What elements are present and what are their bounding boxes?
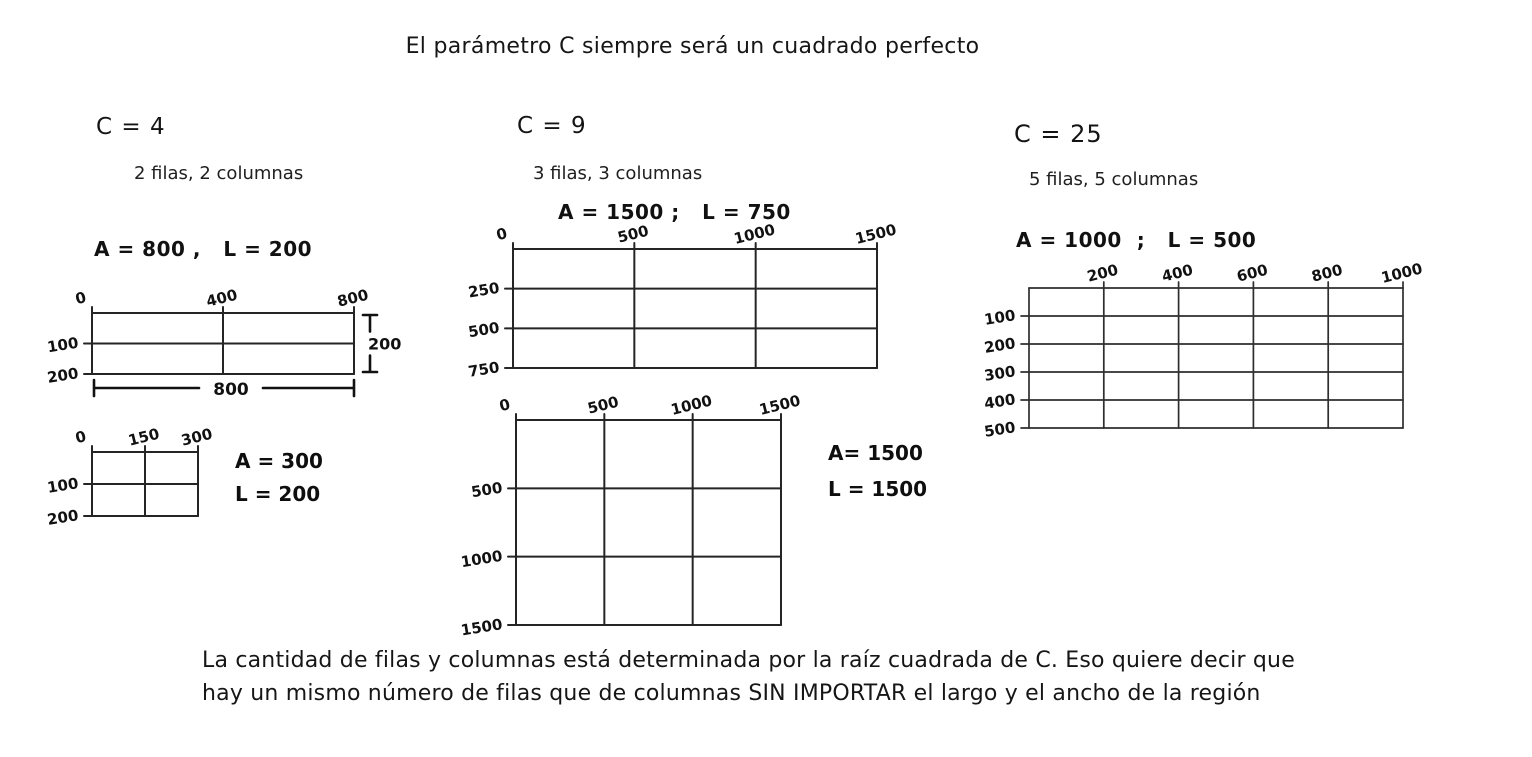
top-axis-label: 200 xyxy=(1085,260,1120,286)
top-axis-label: 0 xyxy=(497,395,513,416)
top-axis-label: 500 xyxy=(585,392,621,418)
left-axis-label: 1500 xyxy=(459,615,504,640)
left-axis-label: 200 xyxy=(45,364,80,387)
left-axis-label: 500 xyxy=(469,478,504,502)
left-axis-label: 1000 xyxy=(459,546,504,572)
page-title: El parámetro C siempre será un cuadrado perfecto xyxy=(405,34,980,59)
top-axis-label: 1000 xyxy=(732,220,777,248)
top-axis-label: 400 xyxy=(1160,260,1195,286)
left-axis-label: 100 xyxy=(45,333,80,357)
left-axis-label: 300 xyxy=(982,362,1017,385)
top-axis-label: 800 xyxy=(335,285,371,311)
top-axis-label: 1000 xyxy=(1379,259,1425,287)
section-c4-layout: 2 filas, 2 columnas xyxy=(134,163,304,184)
left-axis-label: 400 xyxy=(982,390,1017,413)
top-axis-label: 300 xyxy=(179,424,215,450)
grid-side-label: A = 300 xyxy=(235,449,323,473)
section-c4-title: C = 4 xyxy=(96,114,166,140)
vdim-label: 200 xyxy=(368,334,402,354)
section-c25-title: C = 25 xyxy=(1014,120,1103,148)
left-axis-label: 100 xyxy=(982,306,1017,329)
top-axis-label: 400 xyxy=(204,285,240,311)
section-c4-params: A = 800 , L = 200 xyxy=(94,237,313,261)
top-axis-label: 1000 xyxy=(669,391,714,419)
top-axis-label: 800 xyxy=(1309,260,1345,286)
grid-side-label: L = 1500 xyxy=(828,477,928,501)
left-axis-label: 500 xyxy=(466,318,501,342)
top-axis-label: 1500 xyxy=(757,391,803,419)
left-axis-label: 200 xyxy=(982,334,1017,357)
top-axis-label: 0 xyxy=(494,224,510,245)
top-axis-label: 1500 xyxy=(853,220,899,248)
footer-text-line2: hay un mismo número de filas que de columnas SIN IMPORTAR el largo y el ancho de la región xyxy=(202,681,1261,706)
left-axis-label: 250 xyxy=(466,278,501,302)
section-c25-layout: 5 filas, 5 columnas xyxy=(1029,169,1199,190)
hdim-label: 800 xyxy=(213,380,249,400)
grid-c25-main xyxy=(983,259,1424,440)
grid-c9-square xyxy=(460,391,928,639)
top-axis-label: 0 xyxy=(73,288,89,309)
grid-c9-main xyxy=(467,220,898,380)
grid-side-label: A= 1500 xyxy=(828,441,923,465)
footer-text-line1: La cantidad de filas y columnas está determinada por la raíz cuadrada de C. Eso quiere decir que xyxy=(202,648,1295,673)
section-c9-title: C = 9 xyxy=(517,113,587,139)
grid-side-label: L = 200 xyxy=(235,482,321,506)
left-axis-label: 500 xyxy=(982,418,1017,441)
section-c25-params: A = 1000 ; L = 500 xyxy=(1016,228,1257,252)
top-axis-label: 500 xyxy=(615,221,651,247)
grid-c4-small xyxy=(46,425,323,529)
section-c9-params: A = 1500 ; L = 750 xyxy=(558,200,791,224)
left-axis-label: 100 xyxy=(45,474,80,497)
left-axis-label: 200 xyxy=(45,506,80,529)
section-c9-layout: 3 filas, 3 columnas xyxy=(533,163,703,184)
top-axis-label: 600 xyxy=(1234,260,1270,286)
top-axis-label: 150 xyxy=(126,424,162,450)
left-axis-label: 750 xyxy=(466,358,501,381)
top-axis-label: 0 xyxy=(73,427,89,448)
grid-c4-main xyxy=(46,286,402,400)
